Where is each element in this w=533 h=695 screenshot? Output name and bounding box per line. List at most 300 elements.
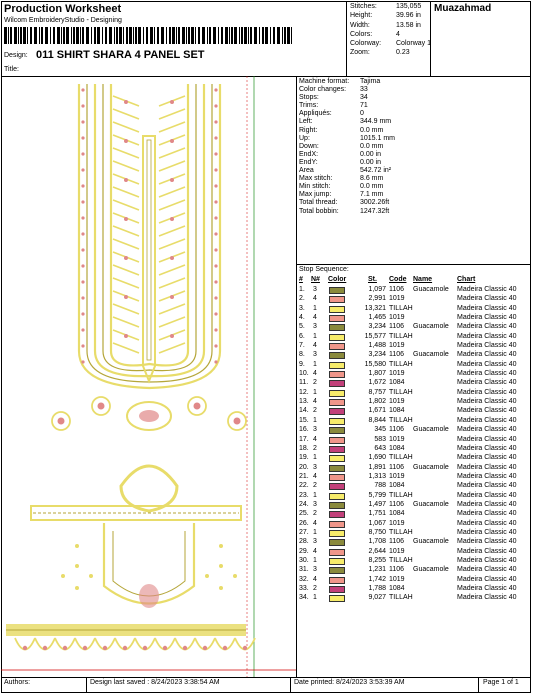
- table-row: [299, 445, 529, 454]
- flower-dot: [81, 152, 84, 155]
- needle-number: 1: [313, 332, 317, 340]
- property-value: 1015.1 mm: [360, 134, 396, 142]
- property-key: EndY:: [299, 158, 318, 166]
- metric-value: 13.58 in: [396, 21, 421, 29]
- design-metrics: [350, 2, 431, 58]
- leaf-stroke: [159, 265, 185, 275]
- property-key: Area: [299, 167, 314, 175]
- thread-code: 1084: [389, 379, 405, 387]
- sprinkle-dot: [75, 586, 79, 590]
- table-row: [299, 333, 529, 342]
- property-row: [299, 94, 395, 102]
- barcode-bar: [129, 27, 132, 44]
- stop-number: 18.: [299, 444, 309, 452]
- property-key: Total thread:: [299, 199, 338, 207]
- hem-flower: [183, 646, 187, 650]
- footer-divider: [86, 677, 87, 693]
- stitch-count: 3,234: [368, 323, 386, 331]
- needle-number: 4: [313, 547, 317, 555]
- leaf-stroke: [159, 239, 185, 249]
- sprinkle-dot: [219, 564, 223, 568]
- sprinkle-dot: [233, 574, 237, 578]
- barcode-bar: [273, 27, 275, 44]
- property-key: Left:: [299, 118, 313, 126]
- stop-number: 26.: [299, 519, 309, 527]
- stitch-count: 8,255: [368, 556, 386, 564]
- metric-row: [350, 30, 431, 39]
- needle-number: 3: [313, 538, 317, 546]
- barcode-bar: [45, 27, 48, 44]
- needle-number: 2: [313, 510, 317, 518]
- flower-dot: [81, 264, 84, 267]
- barcode-bar: [202, 27, 205, 44]
- hem-flower: [223, 646, 227, 650]
- color-swatch: [329, 296, 345, 303]
- leaf-stroke: [113, 109, 139, 119]
- bell-core: [139, 584, 159, 608]
- needle-number: 2: [313, 585, 317, 592]
- thread-code: 1106: [389, 538, 405, 546]
- property-key: Appliqués:: [299, 110, 332, 118]
- flower-dot: [214, 120, 217, 123]
- table-row: [299, 323, 529, 332]
- property-row: [299, 175, 395, 183]
- flower-dot: [124, 139, 128, 143]
- property-value: 71: [360, 102, 368, 110]
- sprinkle-dot: [61, 574, 65, 578]
- barcode: [4, 27, 294, 44]
- barcode-bar: [282, 27, 283, 44]
- barcode-bar: [241, 27, 243, 44]
- table-row: [299, 314, 529, 323]
- thread-code: 1084: [389, 510, 405, 518]
- barcode-bar: [86, 27, 89, 44]
- footer: [1, 677, 531, 692]
- thread-chart: Madeira Classic 40: [457, 360, 517, 368]
- thread-code: 1084: [389, 444, 405, 452]
- color-swatch: [329, 558, 345, 565]
- thread-name: Guacamole: [413, 538, 449, 546]
- barcode-bar: [178, 27, 180, 44]
- needle-number: 3: [313, 351, 317, 359]
- thread-code: TILLAH: [389, 332, 413, 340]
- metric-key: Colorway:: [350, 40, 382, 48]
- property-row: [299, 208, 395, 216]
- stop-sequence-header: [299, 276, 529, 285]
- property-key: Max stitch:: [299, 175, 333, 183]
- leaf-stroke: [159, 109, 185, 119]
- table-row: [299, 342, 529, 351]
- thread-code: TILLAH: [389, 528, 413, 536]
- flower-dot: [214, 328, 217, 331]
- flower-dot: [214, 136, 217, 139]
- barcode-bar: [8, 27, 9, 44]
- title-label: Title:: [4, 66, 19, 73]
- thread-chart: Madeira Classic 40: [457, 538, 517, 546]
- leaf-stroke: [159, 226, 185, 236]
- needle-number: 4: [313, 295, 317, 303]
- barcode-bar: [265, 27, 268, 44]
- table-row: [299, 407, 529, 416]
- thread-chart: Madeira Classic 40: [457, 342, 517, 350]
- barcode-bar: [133, 27, 134, 44]
- property-key: Color changes:: [299, 86, 347, 94]
- flower-dot: [81, 360, 84, 363]
- stop-number: 23.: [299, 491, 309, 499]
- color-swatch: [329, 362, 345, 369]
- table-row: [299, 529, 529, 538]
- barcode-bar: [254, 27, 257, 44]
- leaf-stroke: [113, 161, 139, 171]
- table-row: [299, 585, 529, 594]
- flower-dot: [81, 88, 84, 91]
- barcode-bar: [195, 27, 196, 44]
- thread-name: Guacamole: [413, 323, 449, 331]
- barcode-bar: [166, 27, 167, 44]
- table-row: [299, 286, 529, 295]
- thread-chart: Madeira Classic 40: [457, 426, 517, 434]
- thread-chart: Madeira Classic 40: [457, 547, 517, 555]
- color-swatch: [329, 371, 345, 378]
- stop-number: 2.: [299, 295, 305, 303]
- flower-dot: [81, 104, 84, 107]
- leaf-stroke: [113, 226, 139, 236]
- stop-number: 15.: [299, 416, 309, 424]
- stop-number: 11.: [299, 379, 309, 387]
- barcode-bar: [34, 27, 37, 44]
- leaf-stroke: [113, 122, 139, 132]
- barcode-bar: [250, 27, 252, 44]
- flower-dot: [81, 280, 84, 283]
- metric-value: 4: [396, 30, 400, 38]
- property-row: [299, 151, 395, 159]
- design-label: Design:: [4, 52, 28, 59]
- color-swatch: [329, 455, 345, 462]
- thread-code: TILLAH: [389, 416, 413, 424]
- col-color: Color: [328, 276, 347, 283]
- col-number: #: [299, 276, 303, 283]
- flower-dot: [214, 344, 217, 347]
- stitch-count: 8,757: [368, 388, 386, 396]
- stitch-count: 788: [374, 482, 386, 490]
- property-value: 8.6 mm: [360, 175, 384, 183]
- stitch-count: 1,672: [368, 379, 386, 387]
- thread-name: Guacamole: [413, 351, 449, 359]
- flower-dot: [170, 256, 174, 260]
- property-value: 0.00 in: [360, 150, 382, 158]
- hem-flower: [43, 646, 47, 650]
- leaf-stroke: [113, 239, 139, 249]
- property-value: 3002.26ft: [360, 199, 390, 207]
- metric-value: 39.96 in: [396, 12, 421, 20]
- flower-dot: [81, 184, 84, 187]
- color-swatch: [329, 530, 345, 537]
- stop-number: 9.: [299, 360, 305, 368]
- hem-flower: [103, 646, 107, 650]
- thread-chart: Madeira Classic 40: [457, 286, 517, 293]
- thread-chart: Madeira Classic 40: [457, 556, 517, 564]
- color-swatch: [329, 474, 345, 481]
- table-row: [299, 520, 529, 529]
- stitch-count: 583: [374, 435, 386, 443]
- property-row: [299, 135, 395, 143]
- col-stitches: St.: [368, 276, 377, 283]
- leaf-stroke: [159, 187, 185, 197]
- hem-flower: [83, 646, 87, 650]
- color-swatch: [329, 315, 345, 322]
- stop-number: 1.: [299, 286, 305, 293]
- thread-name: Guacamole: [413, 286, 449, 293]
- stitch-count: 1,891: [368, 463, 386, 471]
- barcode-bar: [63, 27, 65, 44]
- thread-code: 1019: [389, 519, 405, 527]
- thread-code: 1019: [389, 295, 405, 303]
- property-key: Trims:: [299, 102, 319, 110]
- leaf-stroke: [159, 317, 185, 327]
- thread-chart: Madeira Classic 40: [457, 575, 517, 583]
- flower-dot: [170, 334, 174, 338]
- stop-number: 19.: [299, 454, 309, 462]
- flower-dot: [81, 136, 84, 139]
- leaf-stroke: [159, 343, 185, 353]
- metric-row: [350, 2, 431, 11]
- stitch-count: 15,577: [364, 332, 386, 340]
- table-row: [299, 398, 529, 407]
- color-swatch: [329, 343, 345, 350]
- property-row: [299, 78, 395, 86]
- neckline-band: [79, 84, 220, 388]
- leaf-stroke: [159, 200, 185, 210]
- thread-code: 1084: [389, 482, 405, 490]
- stop-sequence-table: [299, 286, 529, 604]
- barcode-bar: [146, 27, 148, 44]
- property-value: 0.0 mm: [360, 126, 384, 134]
- needle-number: 4: [313, 519, 317, 527]
- barcode-bar: [154, 27, 155, 44]
- stitch-count: 15,580: [364, 360, 386, 368]
- ring-motif: [121, 466, 177, 511]
- leaf-stroke: [113, 148, 139, 158]
- color-swatch: [329, 511, 345, 518]
- stitch-count: 1,097: [368, 286, 386, 293]
- metric-key: Width:: [350, 21, 370, 29]
- footer-divider: [478, 677, 479, 693]
- color-swatch: [329, 493, 345, 500]
- table-row: [299, 501, 529, 510]
- stitch-count: 1,802: [368, 398, 386, 406]
- property-row: [299, 159, 395, 167]
- thread-chart: Madeira Classic 40: [457, 454, 517, 462]
- stitch-count: 1,231: [368, 566, 386, 574]
- color-swatch: [329, 390, 345, 397]
- property-value: 0.0 mm: [360, 183, 384, 191]
- stitch-count: 1,067: [368, 519, 386, 527]
- leaf-stroke: [113, 304, 139, 314]
- barcode-bar: [248, 27, 249, 44]
- stop-number: 27.: [299, 528, 309, 536]
- needle-number: 3: [313, 426, 317, 434]
- color-swatch: [329, 577, 345, 584]
- barcode-bar: [172, 27, 175, 44]
- color-swatch: [329, 306, 345, 313]
- stop-number: 13.: [299, 398, 309, 406]
- stitch-count: 1,488: [368, 342, 386, 350]
- stitch-count: 345: [374, 426, 386, 434]
- table-row: [299, 473, 529, 482]
- stitch-count: 1,788: [368, 585, 386, 592]
- thread-code: TILLAH: [389, 594, 413, 602]
- stop-sequence-title: Stop Sequence:: [299, 266, 349, 273]
- thread-chart: Madeira Classic 40: [457, 519, 517, 527]
- thread-chart: Madeira Classic 40: [457, 407, 517, 415]
- property-value: 0: [360, 110, 364, 118]
- color-swatch: [329, 380, 345, 387]
- barcode-bar: [161, 27, 164, 44]
- needle-number: 3: [313, 566, 317, 574]
- color-swatch: [329, 399, 345, 406]
- software-subtitle: Wilcom EmbroideryStudio - Designing: [4, 17, 122, 24]
- property-value: 1247.32ft: [360, 207, 390, 215]
- last-saved: Design last saved : 8/24/2023 3:38:54 AM: [90, 679, 220, 686]
- thread-chart: Madeira Classic 40: [457, 491, 517, 499]
- sprinkle-dot: [205, 574, 209, 578]
- table-row: [299, 454, 529, 463]
- stitch-count: 1,807: [368, 370, 386, 378]
- property-value: 344.9 mm: [360, 118, 392, 126]
- design-name: 011 SHIRT SHARA 4 PANEL SET: [36, 49, 205, 61]
- thread-chart: Madeira Classic 40: [457, 332, 517, 340]
- barcode-bar: [123, 27, 124, 44]
- stop-number: 30.: [299, 556, 309, 564]
- barcode-bar: [186, 27, 187, 44]
- barcode-bar: [259, 27, 260, 44]
- table-row: [299, 566, 529, 575]
- flower-dot: [170, 217, 174, 221]
- thread-chart: Madeira Classic 40: [457, 482, 517, 490]
- thread-code: 1084: [389, 407, 405, 415]
- hem-flower: [163, 646, 167, 650]
- metric-value: 135,055: [396, 3, 422, 10]
- leaf-stroke: [113, 278, 139, 288]
- color-swatch: [329, 352, 345, 359]
- thread-code: 1106: [389, 286, 405, 293]
- color-swatch: [329, 586, 345, 593]
- needle-number: 1: [313, 388, 317, 396]
- barcode-bar: [94, 27, 96, 44]
- thread-chart: Madeira Classic 40: [457, 416, 517, 424]
- leaf-stroke: [159, 161, 185, 171]
- property-row: [299, 102, 395, 110]
- needle-number: 1: [313, 360, 317, 368]
- thread-chart: Madeira Classic 40: [457, 379, 517, 387]
- barcode-bar: [287, 27, 290, 44]
- leaf-stroke: [159, 278, 185, 288]
- stitch-count: 5,799: [368, 491, 386, 499]
- leaf-stroke: [113, 265, 139, 275]
- table-row: [299, 482, 529, 491]
- floral-motif-core: [234, 418, 241, 425]
- thread-chart: Madeira Classic 40: [457, 295, 517, 303]
- thread-chart: Madeira Classic 40: [457, 472, 517, 480]
- barcode-bar: [213, 27, 216, 44]
- placket-inner: [147, 140, 151, 360]
- stop-number: 12.: [299, 388, 309, 396]
- table-row: [299, 510, 529, 519]
- property-key: Up:: [299, 134, 310, 142]
- sprinkle-dot: [219, 586, 223, 590]
- date-printed: Date printed: 8/24/2023 3:53:39 AM: [294, 679, 405, 686]
- flower-dot: [214, 200, 217, 203]
- barcode-bar: [150, 27, 153, 44]
- barcode-bar: [71, 27, 72, 44]
- thread-code: TILLAH: [389, 360, 413, 368]
- property-value: 7.1 mm: [360, 191, 384, 199]
- barcode-bar: [61, 27, 62, 44]
- thread-name: Guacamole: [413, 500, 449, 508]
- barcode-bar: [102, 27, 103, 44]
- page-number: Page 1 of 1: [483, 679, 519, 686]
- floral-motif-core: [98, 403, 105, 410]
- property-row: [299, 127, 395, 135]
- neckline-band: [87, 84, 212, 382]
- property-row: [299, 86, 395, 94]
- color-swatch: [329, 446, 345, 453]
- stitch-count: 1,313: [368, 472, 386, 480]
- flower-dot: [124, 256, 128, 260]
- footer-divider: [290, 677, 291, 693]
- thread-code: 1019: [389, 435, 405, 443]
- metric-row: [350, 11, 431, 20]
- leaf-stroke: [159, 122, 185, 132]
- thread-code: TILLAH: [389, 454, 413, 462]
- stop-number: 29.: [299, 547, 309, 555]
- needle-number: 1: [313, 454, 317, 462]
- flower-dot: [81, 296, 84, 299]
- thread-code: TILLAH: [389, 388, 413, 396]
- stop-number: 6.: [299, 332, 305, 340]
- color-swatch: [329, 567, 345, 574]
- stitch-count: 1,708: [368, 538, 386, 546]
- metric-row: [350, 21, 431, 30]
- stop-number: 10.: [299, 370, 309, 378]
- barcode-bar: [105, 27, 107, 44]
- barcode-bar: [126, 27, 128, 44]
- stop-number: 17.: [299, 435, 309, 443]
- barcode-bar: [221, 27, 223, 44]
- thread-code: 1106: [389, 500, 405, 508]
- flower-dot: [81, 328, 84, 331]
- stitch-count: 9,027: [368, 594, 386, 602]
- barcode-bar: [4, 27, 7, 44]
- stop-number: 21.: [299, 472, 309, 480]
- barcode-bar: [27, 27, 28, 44]
- thread-code: TILLAH: [389, 491, 413, 499]
- color-swatch: [329, 502, 345, 509]
- col-needle: N#: [311, 276, 320, 283]
- barcode-bar: [41, 27, 43, 44]
- stitch-count: 2,991: [368, 295, 386, 303]
- hem-flower: [243, 646, 247, 650]
- property-key: Max jump:: [299, 191, 332, 199]
- stop-number: 4.: [299, 314, 305, 322]
- stitch-count: 3,234: [368, 351, 386, 359]
- thread-chart: Madeira Classic 40: [457, 388, 517, 396]
- barcode-bar: [114, 27, 115, 44]
- floral-motif-core: [58, 418, 65, 425]
- stitch-count: 8,750: [368, 528, 386, 536]
- stitch-count: 1,742: [368, 575, 386, 583]
- flower-dot: [214, 280, 217, 283]
